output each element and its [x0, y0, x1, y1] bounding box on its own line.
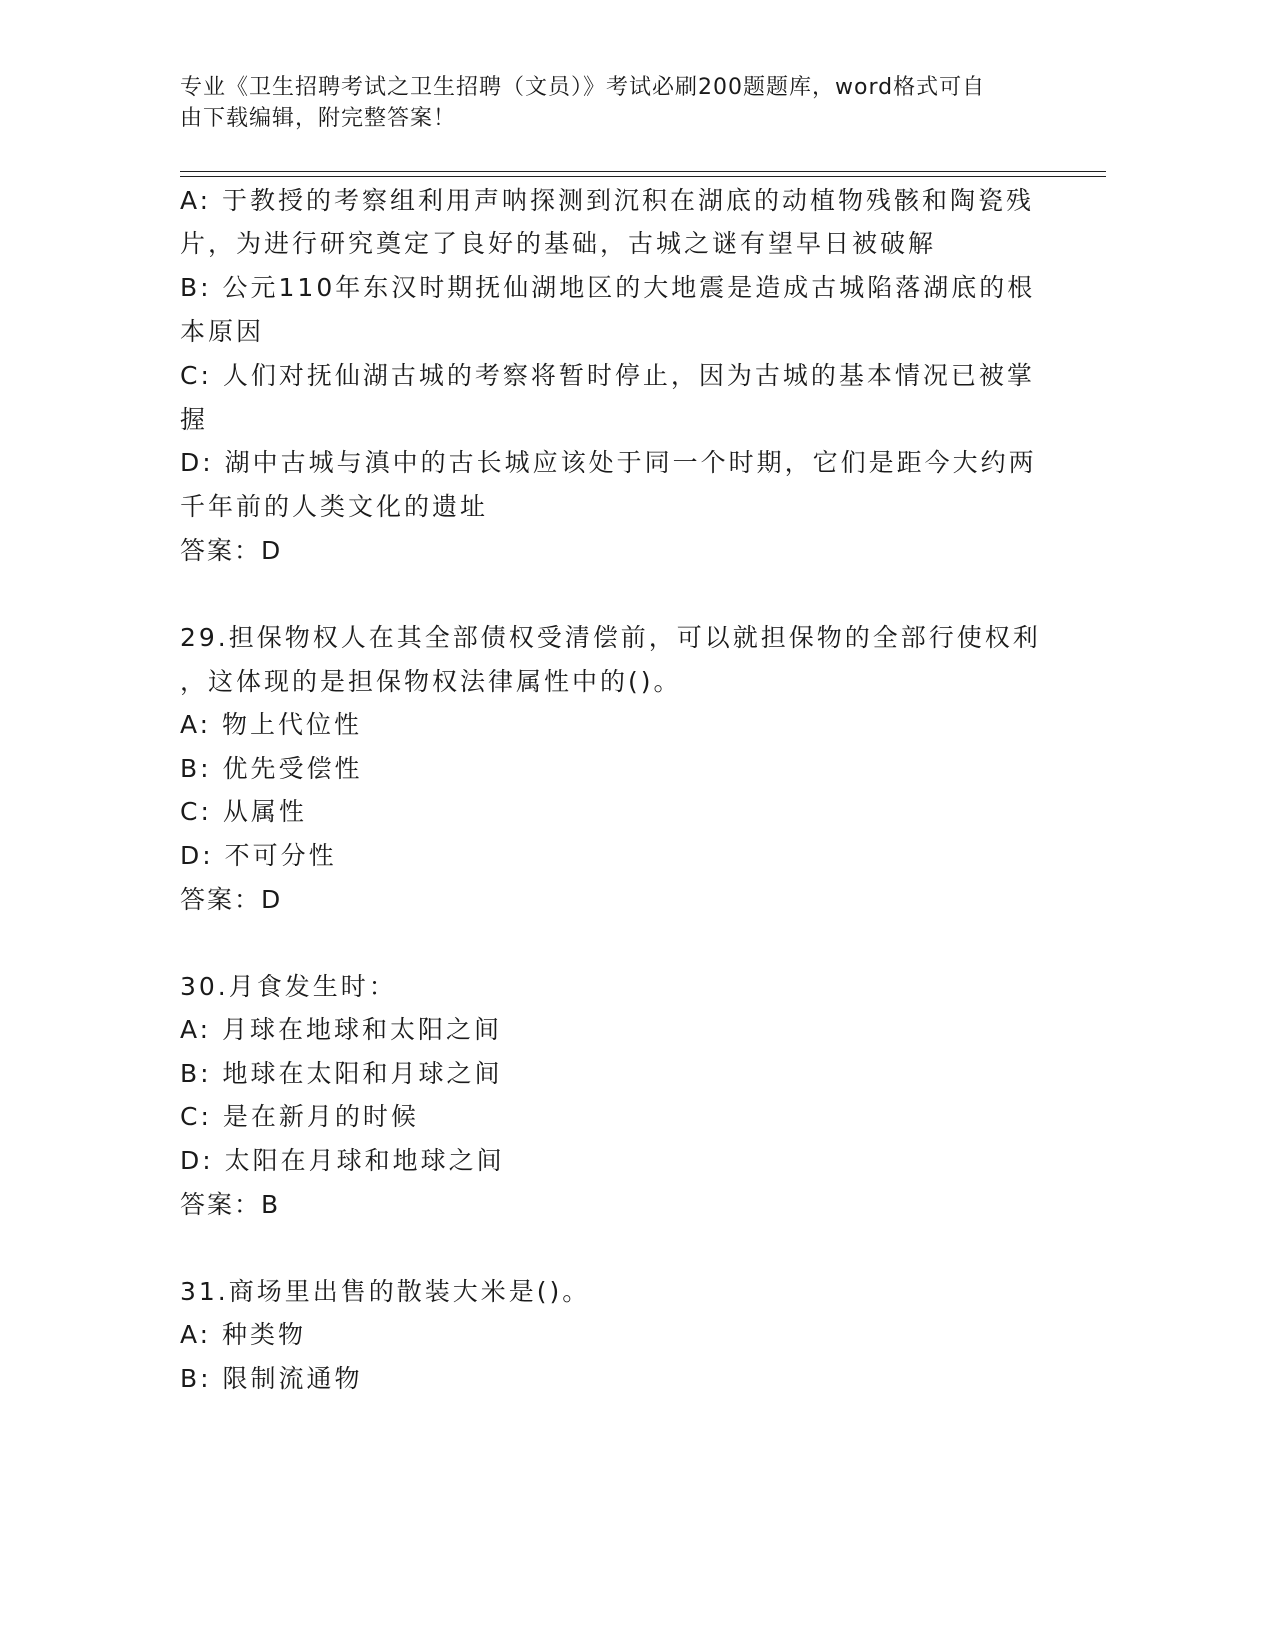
- q28-option-d-line1: D: 湖中古城与滇中的古长城应该处于同一个时期，它们是距今大约两: [180, 448, 1037, 477]
- document-header: [180, 72, 1060, 134]
- q28-option-b-line1: B: 公元110年东汉时期抚仙湖地区的大地震是造成古城陷落湖底的根: [180, 273, 1036, 302]
- q30-answer: 答案：B: [180, 1190, 281, 1219]
- q31-stem: 31.商场里出售的散装大米是()。: [180, 1277, 591, 1306]
- q29-option-a: A: 物上代位性: [180, 710, 363, 739]
- q28-option-c-line1: C: 人们对抚仙湖古城的考察将暂时停止，因为古城的基本情况已被掌: [180, 361, 1035, 390]
- header-divider-bottom: [180, 176, 1106, 177]
- q29-option-c: C: 从属性: [180, 797, 307, 826]
- q28-option-c-line2: 握: [180, 405, 209, 434]
- q28-option-d-line2: 千年前的人类文化的遗址: [180, 492, 489, 521]
- header-line-1: 专业《卫生招聘考试之卫生招聘（文员）》考试必刷200题题库，word格式可自: [180, 75, 986, 100]
- q30-option-b: B: 地球在太阳和月球之间: [180, 1059, 503, 1088]
- q31-option-b: B: 限制流通物: [180, 1364, 363, 1393]
- q28-option-a-line2: 片，为进行研究奠定了良好的基础，古城之谜有望早日被破解: [180, 229, 937, 258]
- q28-answer: 答案：D: [180, 536, 283, 565]
- q30-option-d: D: 太阳在月球和地球之间: [180, 1146, 505, 1175]
- header-divider-top: [180, 171, 1106, 172]
- q30-option-a: A: 月球在地球和太阳之间: [180, 1015, 503, 1044]
- q28-option-b-line2: 本原因: [180, 317, 265, 346]
- q29-stem-line1: 29.担保物权人在其全部债权受清偿前，可以就担保物的全部行使权利: [180, 623, 1041, 652]
- header-line-2: 由下载编辑，附完整答案！: [180, 106, 457, 131]
- q28-option-a-line1: A: 于教授的考察组利用声呐探测到沉积在湖底的动植物残骸和陶瓷残: [180, 186, 1035, 215]
- q29-answer: 答案：D: [180, 885, 283, 914]
- q29-option-d: D: 不可分性: [180, 841, 337, 870]
- q30-stem: 30.月食发生时：: [180, 972, 397, 1001]
- q31-option-a: A: 种类物: [180, 1320, 307, 1349]
- q30-option-c: C: 是在新月的时候: [180, 1102, 419, 1131]
- q29-stem-line2: ，这体现的是担保物权法律属性中的()。: [180, 667, 682, 696]
- q29-option-b: B: 优先受偿性: [180, 754, 363, 783]
